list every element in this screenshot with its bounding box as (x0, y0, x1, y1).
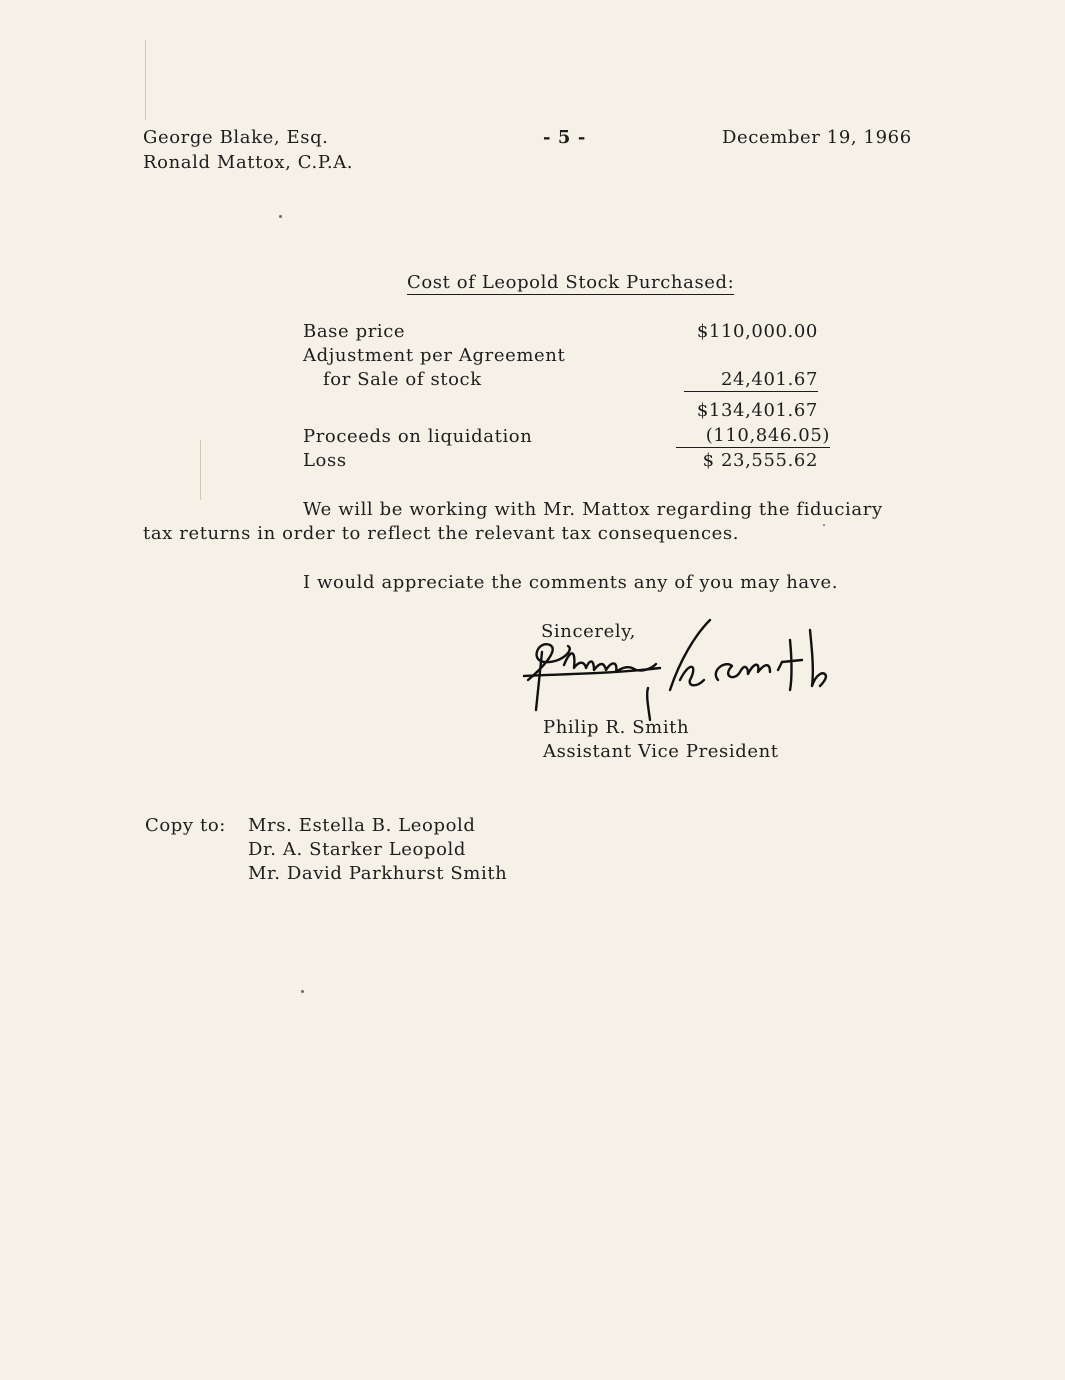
page-number: - 5 - (543, 127, 586, 148)
table-row-value: $ 23,555.62 (702, 450, 818, 471)
scan-speck (279, 215, 282, 218)
table-row-label: Adjustment per Agreement (303, 345, 566, 366)
letter-date: December 19, 1966 (722, 127, 912, 148)
table-row-label: for Sale of stock (323, 369, 482, 390)
scan-margin-line (200, 440, 201, 500)
closing-salutation: Sincerely, (541, 621, 636, 642)
scan-margin-line (145, 40, 146, 120)
table-row-label: Base price (303, 321, 406, 342)
copy-recipient: Dr. A. Starker Leopold (248, 839, 467, 860)
table-row-value: $110,000.00 (696, 321, 818, 342)
handwritten-signature (520, 610, 840, 730)
cost-table-title: Cost of Leopold Stock Purchased: (407, 272, 735, 293)
copy-recipient: Mrs. Estella B. Leopold (248, 815, 476, 836)
signer-title: Assistant Vice President (543, 741, 779, 762)
body-paragraph-2: I would appreciate the comments any of you may have. (303, 572, 839, 593)
table-row-value: $134,401.67 (696, 400, 818, 421)
recipient-line-1: George Blake, Esq. (143, 127, 329, 148)
body-paragraph-1-line-2: tax returns in order to reflect the relevant tax consequences. (143, 523, 740, 544)
copy-recipient: Mr. David Parkhurst Smith (248, 863, 508, 884)
body-paragraph-1-line-1: We will be working with Mr. Mattox regarding the fiduciary (303, 499, 883, 520)
table-row-value: 24,401.67 (684, 371, 818, 392)
signer-name: Philip R. Smith (543, 717, 690, 738)
table-row-value: (110,846.05) (676, 427, 830, 448)
copy-to-label: Copy to: (145, 815, 226, 836)
scan-speck (301, 990, 304, 993)
table-row-label: Proceeds on liquidation (303, 426, 533, 447)
table-row-label: Loss (303, 450, 347, 471)
recipient-line-2: Ronald Mattox, C.P.A. (143, 152, 354, 173)
scan-speck (823, 524, 825, 526)
